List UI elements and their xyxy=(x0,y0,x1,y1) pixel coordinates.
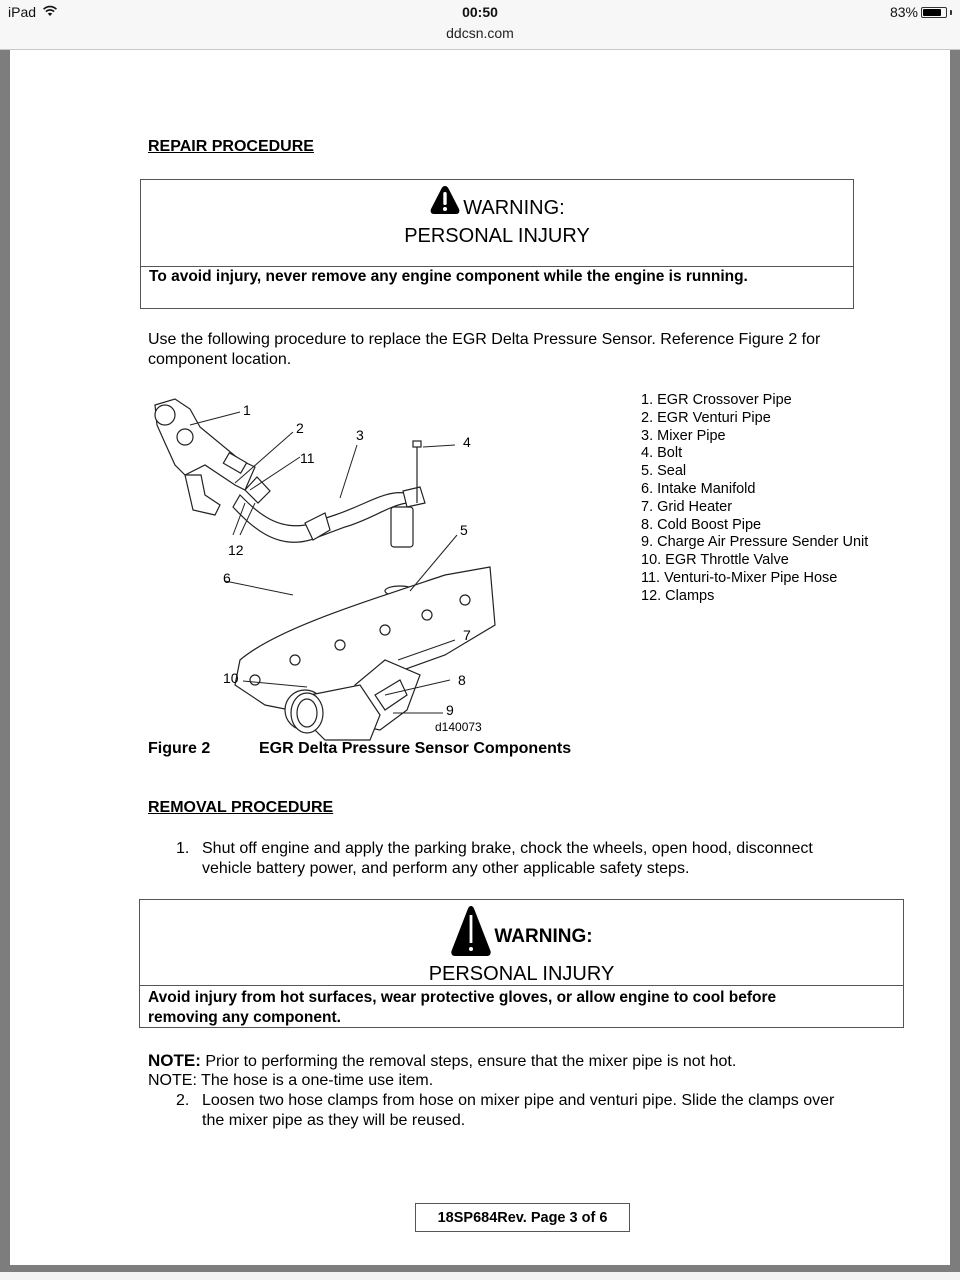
warning-subtitle: PERSONAL INJURY xyxy=(428,963,615,985)
legend-item: 11. Venturi-to-Mixer Pipe Hose xyxy=(641,569,838,586)
step-line: vehicle battery power, and perform any other applicable safety steps. xyxy=(202,860,690,877)
warning-box-injury-running xyxy=(140,179,854,309)
document-viewport[interactable] xyxy=(0,50,960,1280)
warning-title-row xyxy=(141,185,853,220)
note-text: Prior to performing the removal steps, ensure that the mixer pipe is not hot. xyxy=(200,1053,737,1070)
step-number: 2. xyxy=(176,1092,190,1109)
intro-paragraph xyxy=(148,330,868,370)
warning-line: removing any component. xyxy=(148,1009,341,1026)
note-mixer-pipe xyxy=(148,1051,908,1072)
figure-caption-title: EGR Delta Pressure Sensor Components xyxy=(259,740,572,757)
warning-title: WARNING: xyxy=(494,926,593,947)
callout-9: 9 xyxy=(446,702,454,718)
warning-title: WARNING: xyxy=(463,197,565,219)
step-text xyxy=(202,839,882,879)
status-bar xyxy=(0,0,960,50)
callout-3: 3 xyxy=(356,427,364,443)
callout-6: 6 xyxy=(223,570,231,586)
status-right xyxy=(890,4,952,20)
warning-title-row xyxy=(140,905,903,962)
step-line: the mixer pipe as they will be reused. xyxy=(202,1112,466,1129)
legend-item: 1. EGR Crossover Pipe xyxy=(641,392,792,408)
callout-10: 10 xyxy=(223,670,239,686)
warning-header xyxy=(140,900,903,986)
page-footer: 18SP684Rev. Page 3 of 6 xyxy=(415,1203,630,1232)
warning-triangle-icon xyxy=(429,185,461,220)
warning-subtitle: PERSONAL INJURY xyxy=(404,225,590,247)
battery-tip xyxy=(950,10,952,15)
callout-11: 11 xyxy=(300,450,315,466)
battery-icon xyxy=(921,7,947,18)
intro-line-2: component location. xyxy=(148,351,292,368)
callout-12: 12 xyxy=(228,542,244,558)
step-2 xyxy=(176,1091,916,1133)
legend-item: 5. Seal xyxy=(641,463,687,480)
warning-box-hot-surfaces xyxy=(139,899,904,1028)
warning-line: Avoid injury from hot surfaces, wear protective gloves, or allow engine to cool before xyxy=(148,989,777,1006)
note-label: NOTE: xyxy=(148,1051,201,1070)
removal-procedure-heading: REMOVAL PROCEDURE xyxy=(148,799,334,816)
step-number: 1. xyxy=(176,840,190,857)
clock: 00:50 xyxy=(462,4,498,20)
next-page-edge xyxy=(0,1272,960,1280)
legend-item: 8. Cold Boost Pipe xyxy=(641,516,762,533)
figure-legend xyxy=(641,392,868,606)
callout-2: 2 xyxy=(296,420,304,436)
battery-percent: 83% xyxy=(889,4,918,20)
egr-component-diagram xyxy=(145,395,500,745)
document-page xyxy=(10,50,950,1265)
repair-procedure-heading: REPAIR PROCEDURE xyxy=(148,138,314,155)
legend-item: 6. Intake Manifold xyxy=(641,480,756,497)
warning-triangle-icon xyxy=(450,905,492,962)
legend-item: 10. EGR Throttle Valve xyxy=(641,552,789,569)
drawing-id: d140073 xyxy=(435,720,482,734)
figure-caption-label: Figure 2 xyxy=(148,740,211,757)
note-hose: NOTE: The hose is a one-time use item. xyxy=(148,1072,434,1089)
step-line: Shut off engine and apply the parking brake, chock the wheels, open hood, disconnect xyxy=(202,840,813,857)
callout-4: 4 xyxy=(463,434,471,450)
legend-item: 2. EGR Venturi Pipe xyxy=(641,409,771,426)
warning-text xyxy=(148,988,895,1028)
callout-1: 1 xyxy=(243,402,251,418)
step-line: Loosen two hose clamps from hose on mixer pipe and venturi pipe. Slide the clamps over xyxy=(202,1092,835,1109)
legend-item: 12. Clamps xyxy=(641,587,715,604)
legend-item: 9. Charge Air Pressure Sender Unit xyxy=(641,534,869,551)
step-text xyxy=(202,1091,912,1131)
warning-header xyxy=(141,180,853,267)
intro-line-1: Use the following procedure to replace the EGR Delta Pressure Sensor. Reference Figure 2 for xyxy=(148,331,821,348)
step-1 xyxy=(176,839,896,881)
callout-5: 5 xyxy=(460,522,468,538)
url-bar[interactable]: ddcsn.com xyxy=(446,25,514,41)
legend-item: 3. Mixer Pipe xyxy=(641,427,726,444)
legend-item: 7. Grid Heater xyxy=(641,498,733,515)
legend-item: 4. Bolt xyxy=(641,445,683,462)
warning-text: To avoid injury, never remove any engine component while the engine is running. xyxy=(149,268,748,285)
device-label: iPad xyxy=(8,4,37,20)
callout-8: 8 xyxy=(458,672,466,688)
callout-7: 7 xyxy=(463,627,471,643)
figure-2-illustration xyxy=(145,395,500,745)
